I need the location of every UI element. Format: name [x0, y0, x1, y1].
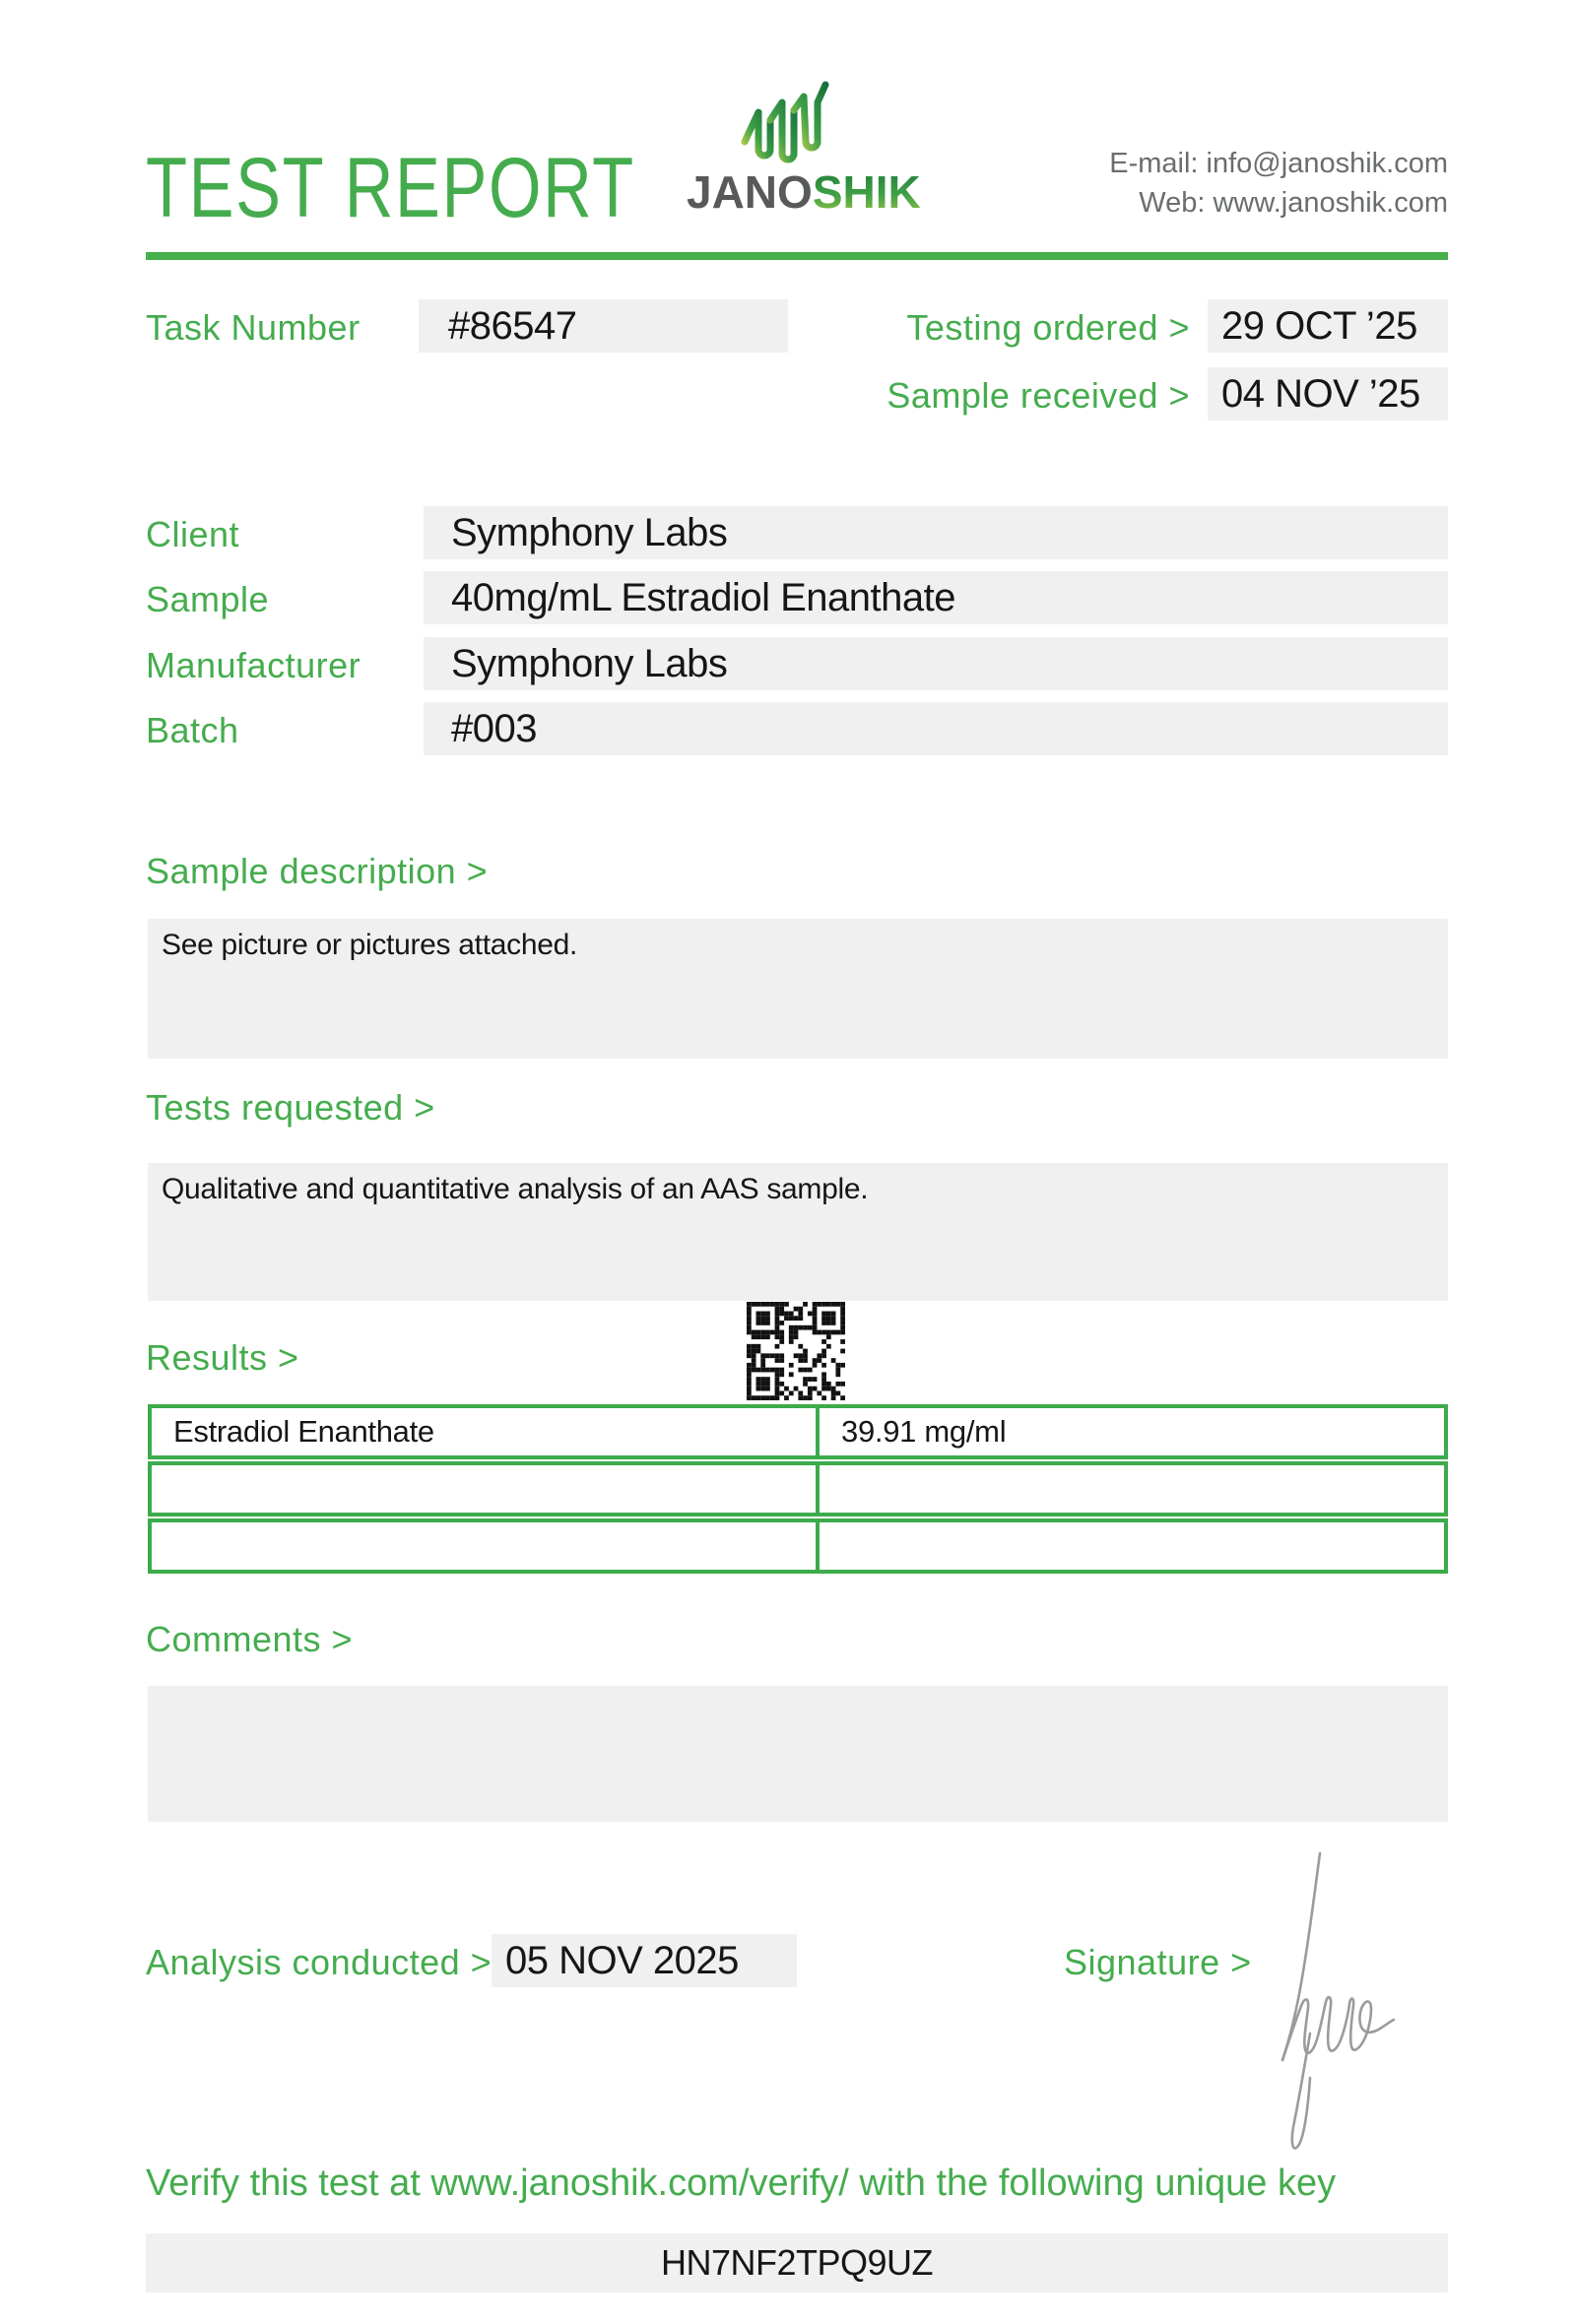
- sample-value: 40mg/mL Estradiol Enanthate: [451, 575, 955, 619]
- analysis-date-value: 05 NOV 2025: [505, 1938, 739, 1982]
- logo-jano-text: JANO: [687, 166, 813, 218]
- analyte-cell: [152, 1522, 820, 1570]
- batch-label: Batch: [146, 710, 239, 750]
- testing-ordered-value: 29 OCT ’25: [1221, 303, 1417, 348]
- analyte-name: Estradiol Enanthate: [173, 1414, 434, 1449]
- table-row: [148, 1404, 1448, 1459]
- page-title: TEST REPORT: [146, 141, 635, 235]
- tests-requested-box: [148, 1163, 1448, 1301]
- sample-received-label: Sample received >: [886, 375, 1190, 416]
- testing-ordered-box: [1208, 299, 1448, 353]
- analyte-cell: [152, 1408, 820, 1455]
- task-number-value: #86547: [448, 303, 577, 348]
- manufacturer-label: Manufacturer: [146, 645, 361, 685]
- sample-description-text: See picture or pictures attached.: [162, 929, 578, 961]
- results-heading: Results >: [146, 1337, 299, 1378]
- qr-code-image: [747, 1302, 845, 1400]
- results-table: [148, 1404, 1448, 1576]
- tests-requested-text: Qualitative and quantitative analysis of an AAS sample.: [162, 1173, 869, 1205]
- task-number-box: [419, 299, 788, 353]
- verify-key: HN7NF2TPQ9UZ: [660, 2242, 934, 2283]
- client-box: [424, 506, 1448, 559]
- tests-requested-heading: Tests requested >: [146, 1087, 435, 1128]
- header-divider: [146, 252, 1448, 260]
- manufacturer-box: [424, 637, 1448, 690]
- logo-shik-text: SHIK: [812, 166, 921, 218]
- contact-web: Web: www.janoshik.com: [1139, 187, 1448, 219]
- testing-ordered-label: Testing ordered >: [906, 307, 1190, 348]
- table-row: [148, 1518, 1448, 1574]
- verify-instruction: Verify this test at www.janoshik.com/verify/ with the following unique key: [146, 2163, 1337, 2204]
- sample-description-box: [148, 919, 1448, 1059]
- sample-label: Sample: [146, 579, 270, 619]
- batch-value: #003: [451, 706, 537, 750]
- logo-chart-icon: [739, 81, 837, 163]
- result-cell: [820, 1408, 1444, 1455]
- manufacturer-value: Symphony Labs: [451, 641, 728, 685]
- client-label: Client: [146, 514, 240, 554]
- comments-heading: Comments >: [146, 1619, 354, 1659]
- task-number-label: Task Number: [146, 307, 361, 348]
- batch-box: [424, 702, 1448, 755]
- analyte-cell: [152, 1465, 820, 1513]
- result-value: 39.91 mg/ml: [841, 1414, 1007, 1449]
- table-row: [148, 1461, 1448, 1517]
- client-value: Symphony Labs: [451, 510, 728, 554]
- analysis-date-box: [492, 1934, 797, 1987]
- sample-box: [424, 571, 1448, 624]
- signature-label: Signature >: [1064, 1942, 1252, 1982]
- contact-email: E-mail: info@janoshik.com: [1109, 148, 1448, 179]
- result-cell: [820, 1465, 1444, 1513]
- sample-received-box: [1208, 367, 1448, 420]
- sample-received-value: 04 NOV ’25: [1221, 371, 1420, 416]
- signature-image: [1221, 1802, 1478, 2157]
- analysis-conducted-label: Analysis conducted >: [146, 1942, 492, 1982]
- verify-key-box: [146, 2233, 1448, 2292]
- sample-description-heading: Sample description >: [146, 851, 489, 891]
- result-cell: [820, 1522, 1444, 1570]
